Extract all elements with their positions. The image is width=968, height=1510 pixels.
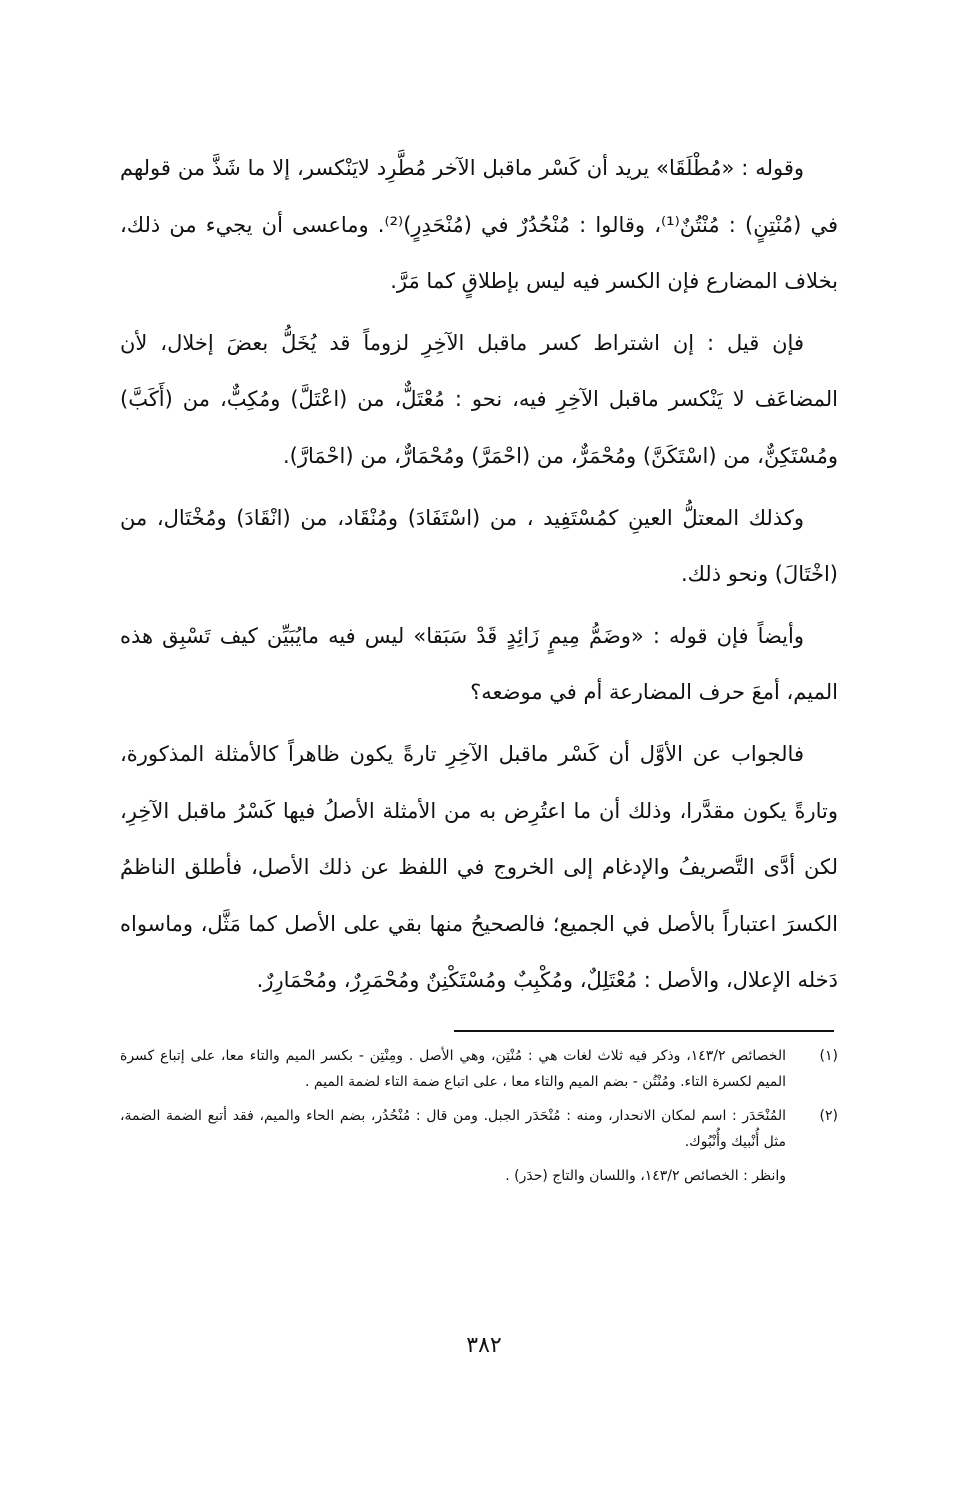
footnote-1: [120, 1043, 838, 1095]
footnote-divider: [454, 1030, 834, 1032]
paragraph-3: وكذلك المعتلُّ العينِ كمُسْتَفِيد ، من (اسْتَفَادَ) ومُنْقَاد، من (انْقَادَ) ومُخْتَال، من (اخْتَالَ) ونحو ذلك.: [120, 505, 838, 587]
footnote-text: الخصائص ١٤٣/٢، وذكر فيه ثلاث لغات هي : مُنْتِن، وهي الأصل . ومِنْتِن - بكسر الميم والتاء معا، على إتباع كسرة الميم لكسرة التاء. ومُنْتُن - بضم الميم والتاء معا ، على اتباع ضمة التاء لضمة الميم .: [120, 1048, 786, 1090]
footnote-number: (١): [819, 1048, 838, 1064]
paragraph-5: فالجواب عن الأوَّل أن كَسْر ماقبل الآخِرِ تارةً يكون ظاهراً كالأمثلة المذكورة، وتارةً يكون مقدَّرا، وذلك أن ما اعتُرِض به من الأمثلة الأصلُ فيها كَسْرُ ماقبل الآخِرِ، لكن أدَّى التَّصريفُ والإدغام إلى الخروج في اللفظ عن ذلك الأصل، فأطلق الناظمُ الكسرَ اعتباراً بالأصل في الجميع؛ فالصحيحُ منها بقي على الأصل كما مَثَّل، وماسواه دَخله الإعلال، والأصل : مُعْتَلِلٌ، ومُكْبِبٌ ومُسْتَكْنِنٌ ومُحْمَرِرٌ، ومُحْمَارِرٌ.: [120, 741, 838, 993]
footnote-text: المُنْحَدَر : اسم لمكان الانحدار، ومنه : مُنْحَدَر الجبل. ومن قال : مُنْحُدُر، بضم الحاء والميم، فقد أتبع الضمة الضمة، مثل أُنْبيك وأُنْبُوك.: [120, 1108, 786, 1150]
paragraph-2: فإن قيل : إن اشتراط كسر ماقبل الآخِرِ لزوماً قد يُخَلُّ بعضَ إخلال، لأن المضاعَف لا يَنْكسر ماقبل الآخِرِ فيه، نحو : مُعْتَلٌّ، من (اعْتَلَّ) ومُكِبٌّ، من (أَكَبَّ) ومُسْتَكِنٌّ، من (اسْتَكَنَّ) ومُحْمَرٌّ، من (احْمَرَّ) ومُحْمَارٌّ، من (احْمَارَّ).: [120, 330, 838, 468]
footnote-2-reference: وانظر : الخصائص ١٤٣/٢، واللسان والتاج (حدَر) .: [505, 1168, 786, 1184]
footnote-2: [120, 1103, 838, 1155]
paragraph-1: وقوله : «مُطْلَقَا» يريد أن كَسْر ماقبل الآخر مُطَّرِد لايَنْكسر، إلا ما شَذَّ من قولهم في (مُنْتِنٍ) : مُنْتُنٌ⁽¹⁾، وقالوا : مُنْحُدُرٌ في (مُنْحَدِرٍ)⁽²⁾. وماعسى أن يجيء من ذلك، بخلاف المضارع فإن الكسر فيه ليس بإطلاقٍ كما مَرَّ.: [120, 156, 838, 294]
footnotes: [120, 1043, 838, 1189]
footnote-number: (٢): [819, 1108, 838, 1124]
main-text: [120, 140, 838, 1009]
paragraph-4: وأيضاً فإن قوله : «وضَمُّ مِيمٍ زَائِدٍ قَدْ سَبَقا» ليس فيه مايُبَيِّن كيف تَسْبِق هذه الميم، أمعَ حرف المضارعة أم في موضعه؟: [120, 623, 838, 705]
page-number: ٣٨٢: [466, 1333, 502, 1358]
